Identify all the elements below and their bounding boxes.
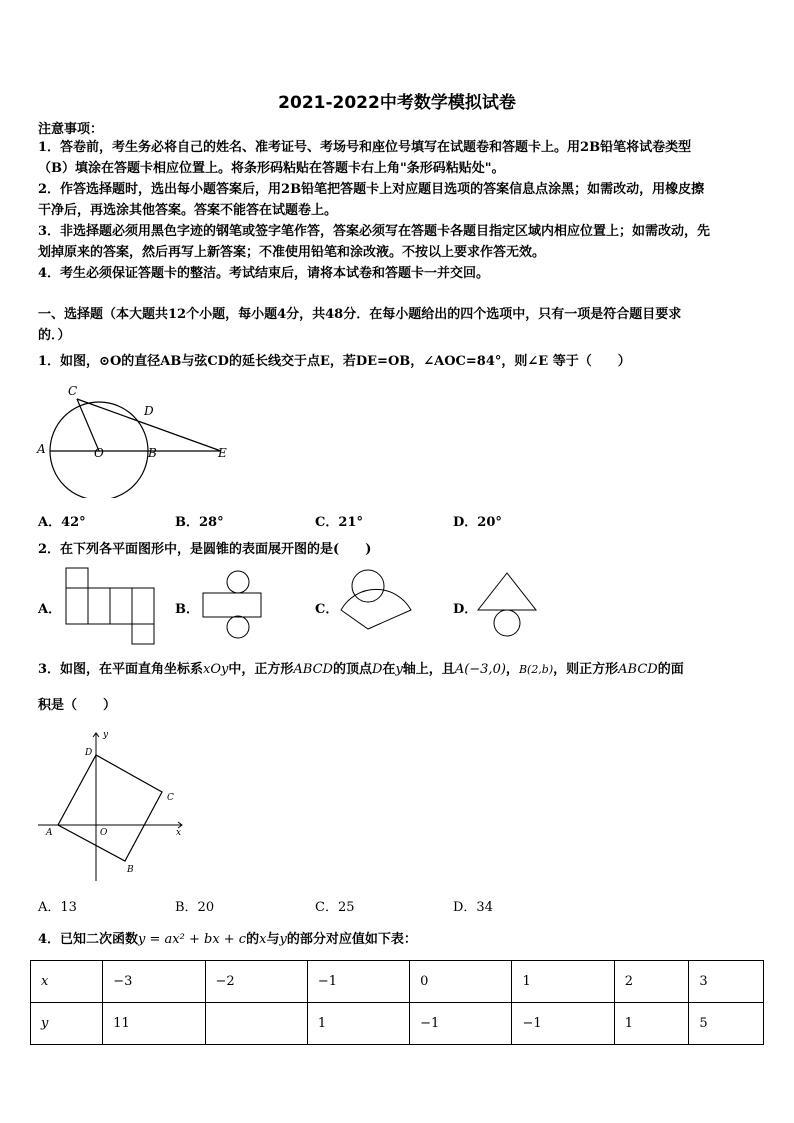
square-abcd: [58, 755, 162, 861]
notice-line: 1．答卷前，考生务必将自己的姓名、准考证号、考场号和座位号填写在试题卷和答题卡上。用2B铅笔将试卷类型: [38, 140, 692, 155]
q3-math-abcd: ABCD: [293, 662, 333, 677]
label-e: E: [218, 446, 227, 460]
label-y: y: [103, 730, 109, 740]
table-cell: y: [31, 1003, 103, 1045]
q3-stem-part: ，: [505, 662, 519, 677]
table-cell: [205, 1003, 307, 1045]
q3-stem-part: 的面: [657, 662, 684, 677]
question-3-stem-cont: 积是（ ）: [38, 698, 117, 713]
q1-option-d[interactable]: D．20°: [453, 515, 502, 530]
table-row-x: [31, 961, 764, 1003]
q3-math-y: y: [395, 662, 403, 677]
section-heading-cont: 的．）: [38, 328, 71, 343]
notice-line: （B）填涂在答题卡相应位置上。将条形码粘贴在答题卡右上角"条形码粘贴处"。: [38, 161, 505, 176]
q3-stem-part: ，则正方形: [553, 662, 619, 677]
q4-stem-part: 与: [266, 932, 280, 947]
q2-option-d[interactable]: D．: [453, 602, 478, 617]
q2-figure-c: [336, 568, 416, 630]
q1-option-c[interactable]: C．21°: [315, 515, 363, 530]
q3-math-xoy: xOy: [203, 662, 229, 677]
section-heading: 一、选择题（本大题共12个小题，每小题4分，共48分．在每小题给出的四个选项中，只有一项是符合题目要求: [38, 307, 682, 322]
table-cell: −1: [307, 961, 409, 1003]
q2-option-c[interactable]: C．: [315, 602, 339, 617]
q3-stem-part: 轴上，且: [402, 662, 455, 677]
q3-option-c[interactable]: C．25: [315, 900, 355, 915]
q2-option-a[interactable]: A．: [38, 602, 62, 617]
table-cell: −3: [103, 961, 205, 1003]
q3-math-point-b: B(2,b): [518, 663, 554, 676]
label-o: O: [94, 446, 104, 460]
q3-math-d: D: [371, 662, 383, 677]
q1-option-b[interactable]: B．28°: [175, 515, 224, 530]
question-1-figure: [36, 380, 236, 498]
label-x: x: [176, 828, 182, 838]
q2-figure-d: [475, 570, 541, 638]
label-c: C: [167, 793, 174, 803]
table-cell: 2: [614, 961, 689, 1003]
q3-option-a[interactable]: A．13: [38, 900, 77, 915]
q3-option-d[interactable]: D．34: [453, 900, 493, 915]
label-d: D: [85, 748, 93, 758]
table-cell: −1: [512, 1003, 614, 1045]
q2-figure-b: [198, 570, 264, 640]
q3-stem-part: 中，正方形: [228, 662, 294, 677]
notice-line: 干净后，再选涂其他答案。答案不能答在试题卷上。: [38, 203, 338, 218]
notice-line: 划掉原来的答案，然后再写上新答案；不准使用铅笔和涂改液。不按以上要求作答无效。: [38, 245, 546, 260]
q1-option-a[interactable]: A．42°: [38, 515, 86, 530]
q4-stem-part: 的部分对应值如下表：: [286, 932, 417, 947]
table-cell: 0: [410, 961, 512, 1003]
label-c: C: [68, 384, 78, 398]
question-1-stem: 1．如图，⊙O的直径AB与弦CD的延长线交于点E，若DE=OB，∠AOC=84°，则∠E 等于（ ）: [38, 354, 631, 369]
q4-math-y: y: [279, 932, 287, 947]
q2-option-b[interactable]: B．: [175, 602, 199, 617]
label-o: O: [100, 828, 108, 838]
table-row-y: [31, 1003, 764, 1045]
q2-figure-a: [62, 566, 158, 646]
table-cell: 1: [512, 961, 614, 1003]
table-cell: 1: [614, 1003, 689, 1045]
notice-line: 2．作答选择题时，选出每小题答案后，用2B铅笔把答题卡上对应题目选项的答案信息点涂黑；如需改动，用橡皮擦: [38, 182, 705, 197]
label-d: D: [144, 404, 154, 418]
radius-oc: [77, 399, 99, 451]
notice-heading: 注意事项：: [38, 122, 104, 137]
q4-math-formula: y = ax² + bx + c: [138, 932, 247, 947]
q3-math-abcd: ABCD: [618, 662, 658, 677]
q3-stem-part: 的顶点: [332, 662, 372, 677]
table-cell: 3: [689, 961, 764, 1003]
label-b: B: [148, 446, 157, 460]
notice-line: 3．非选择题必须用黑色字迹的钢笔或签字笔作答，答案必须写在答题卡各题目指定区域内相应位置上；如需改动，先: [38, 224, 711, 239]
table-cell: −2: [205, 961, 307, 1003]
table-cell: −1: [410, 1003, 512, 1045]
question-4-stem: [38, 931, 417, 949]
question-3-figure: [36, 725, 196, 885]
label-a: A: [37, 442, 46, 456]
table-cell: 1: [307, 1003, 409, 1045]
q4-stem-part: 4．已知二次函数: [38, 932, 139, 947]
table-cell: 5: [689, 1003, 764, 1045]
table-cell: x: [31, 961, 103, 1003]
value-table: [30, 960, 764, 1045]
q3-stem-part: 在: [382, 662, 396, 677]
notice-line: 4．考生必须保证答题卡的整洁。考试结束后，请将本试卷和答题卡一并交回。: [38, 266, 490, 281]
question-2-stem: 2．在下列各平面图形中，是圆锥的表面展开图的是( ): [38, 542, 372, 557]
q4-math-x: x: [259, 932, 267, 947]
label-b: B: [127, 865, 134, 875]
label-a: A: [46, 828, 53, 838]
q3-option-b[interactable]: B．20: [175, 900, 215, 915]
q3-stem-part: 3．如图，在平面直角坐标系: [38, 662, 204, 677]
table-cell: 11: [103, 1003, 205, 1045]
page-title: 2021-2022中考数学模拟试卷: [278, 93, 516, 113]
q3-math-point-a: A(−3,0): [454, 662, 506, 677]
q4-stem-part: 的: [246, 932, 260, 947]
question-3-stem: [38, 661, 684, 679]
